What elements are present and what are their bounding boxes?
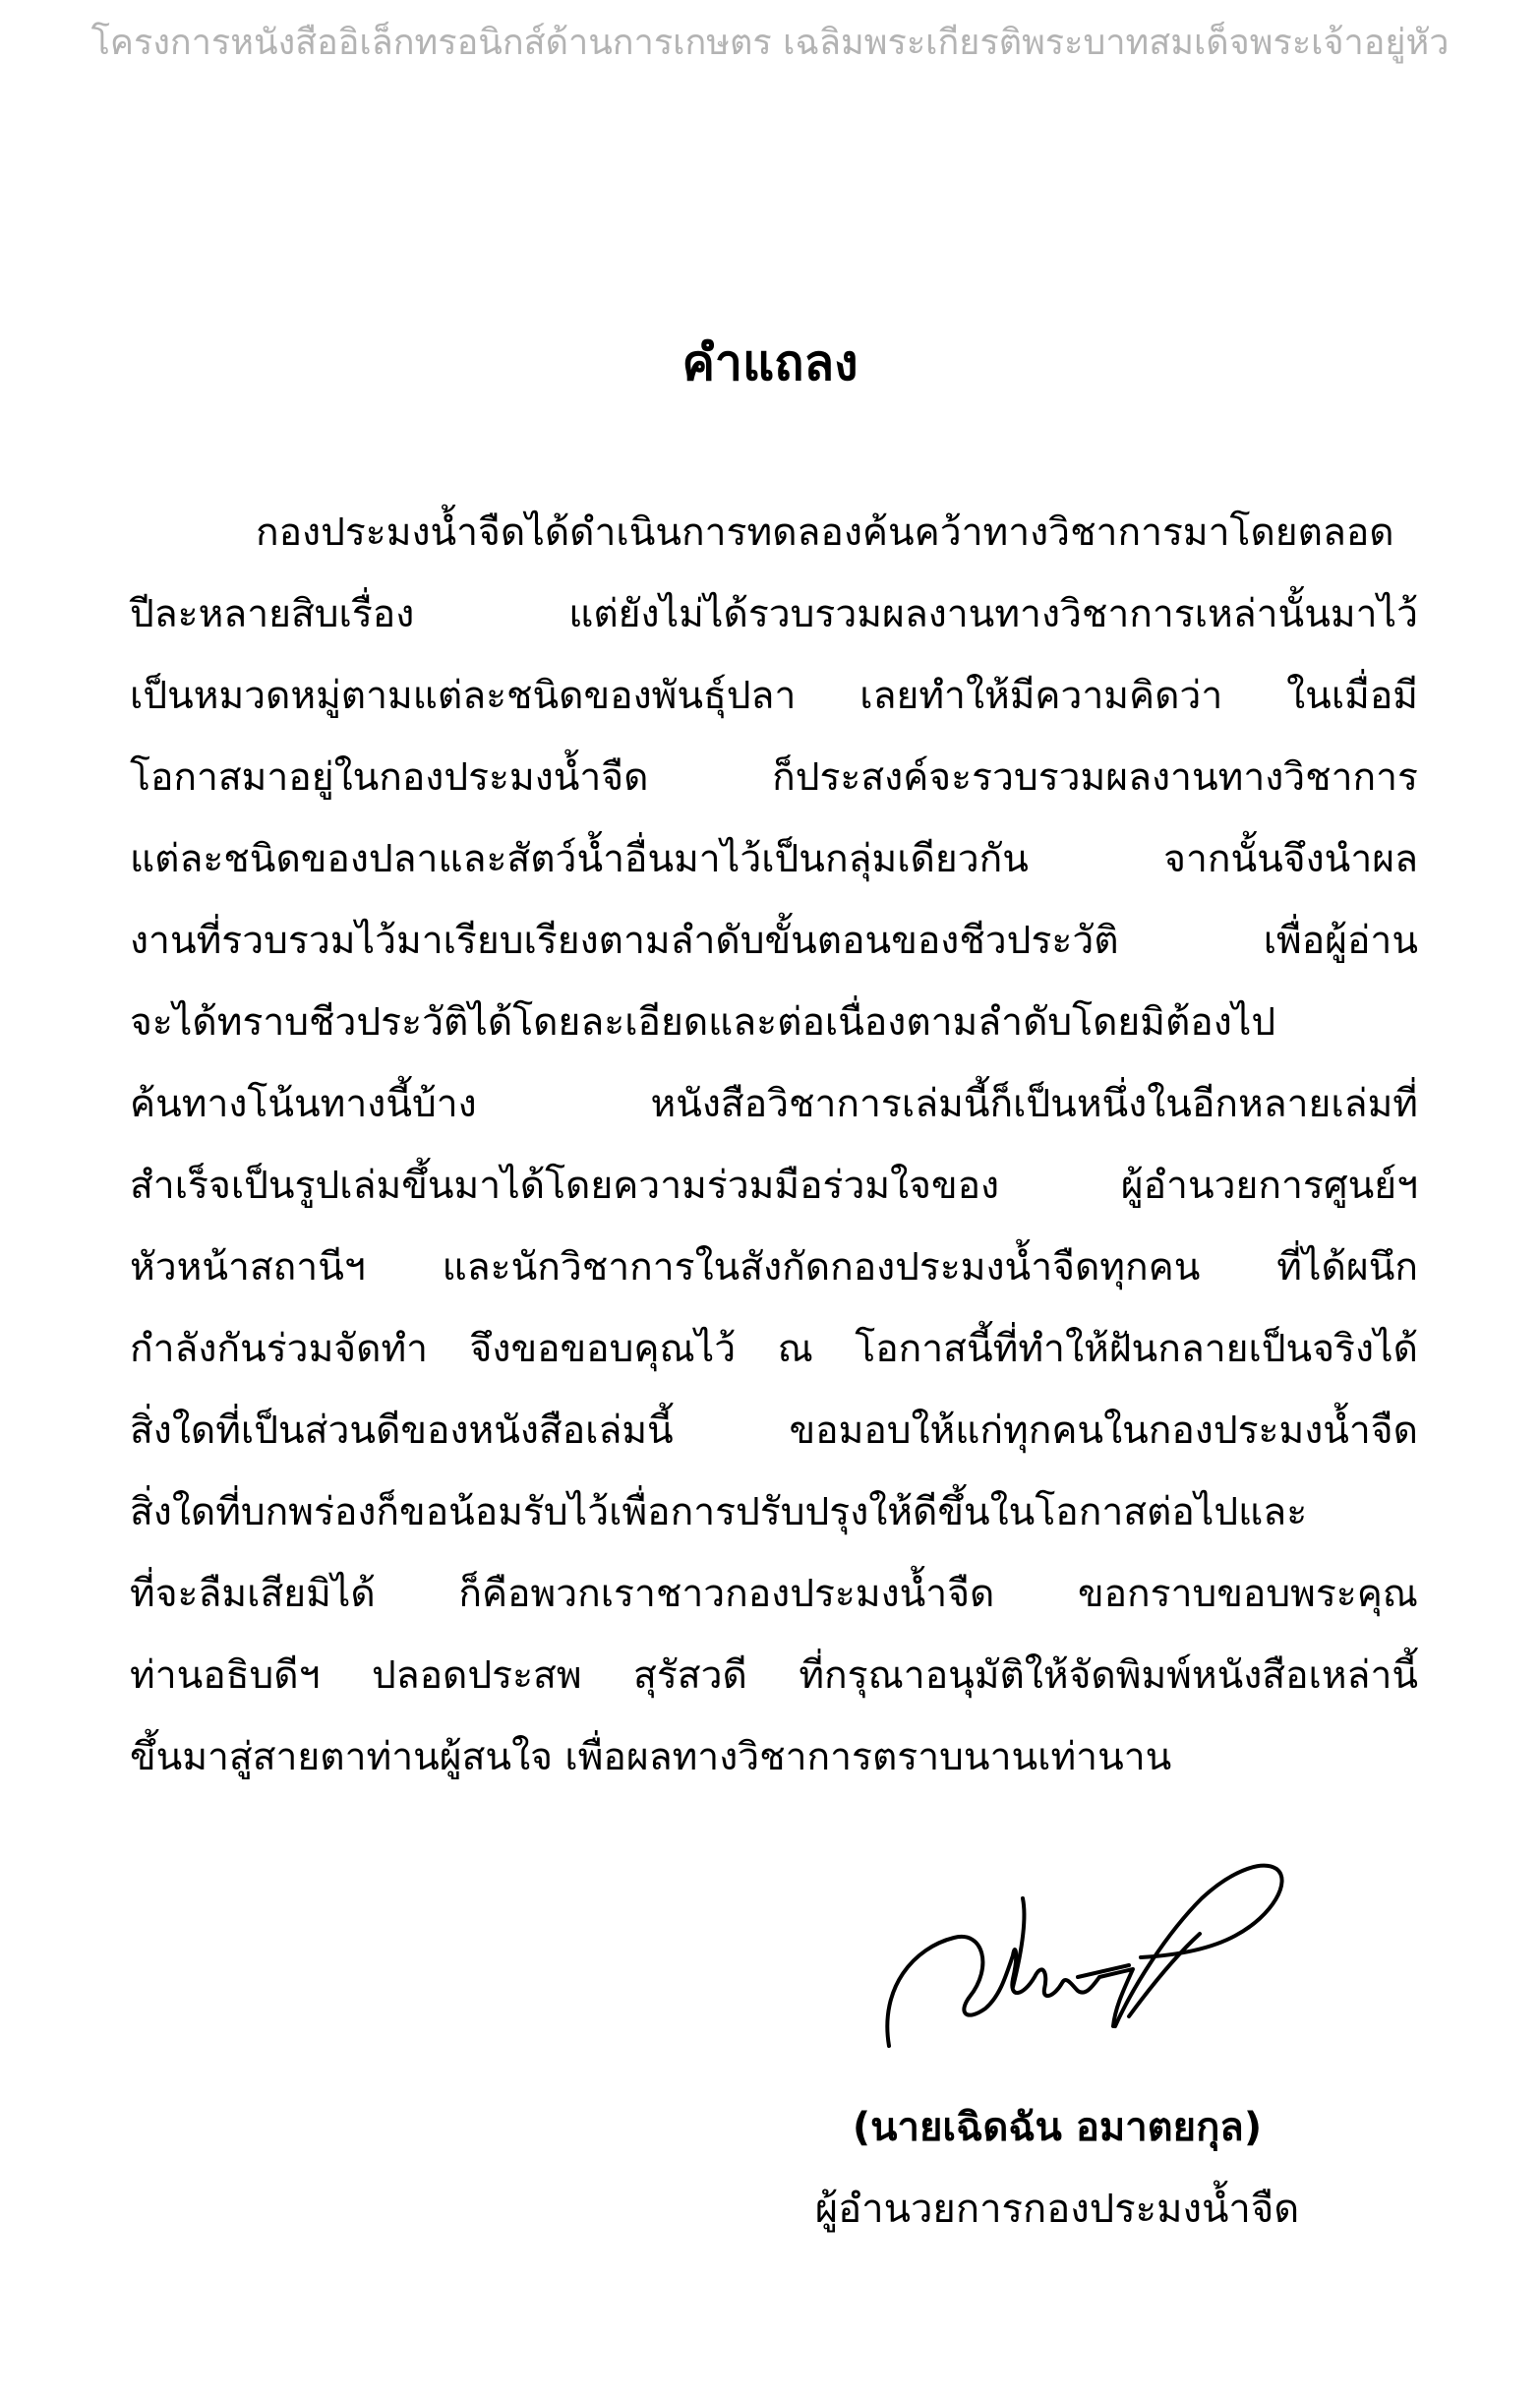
- body-line-14: ที่จะลืมเสียมิได้ ก็คือพวกเราชาวกองประมงน้ำจืด ขอกราบขอบพระคุณ: [130, 1572, 1418, 1616]
- body-line-4: โอกาสมาอยู่ในกองประมงน้ำจืด ก็ประสงค์จะรวบรวมผลงานทางวิชาการ: [130, 755, 1418, 800]
- body-line-13: สิ่งใดที่บกพร่องก็ขอน้อมรับไว้เพื่อการปรับปรุงให้ดีขึ้นในโอกาสต่อไปและ: [130, 1490, 1308, 1534]
- body-line-1: กองประมงน้ำจืดได้ดำเนินการทดลองค้นคว้าทางวิชาการมาโดยตลอด: [256, 510, 1394, 555]
- handwritten-signature: [875, 1839, 1308, 2056]
- page-title: คำแถลง: [681, 334, 859, 391]
- body-line-5: แต่ละชนิดของปลาและสัตว์น้ำอื่นมาไว้เป็นกลุ่มเดียวกัน จากนั้นจึงนำผล: [130, 837, 1418, 881]
- body-line-9: สำเร็จเป็นรูปเล่มขึ้นมาได้โดยความร่วมมือร่วมใจของ ผู้อำนวยการศูนย์ฯ: [130, 1164, 1418, 1208]
- body-line-7: จะได้ทราบชีวประวัติได้โดยละเอียดและต่อเนื่องตามลำดับโดยมิต้องไป: [130, 1000, 1276, 1045]
- body-line-12: สิ่งใดที่เป็นส่วนดีของหนังสือเล่มนี้ ขอมอบให้แก่ทุกคนในกองประมงน้ำจืด: [130, 1409, 1418, 1453]
- signatory-position: ผู้อำนวยการกองประมงน้ำจืด: [814, 2187, 1300, 2232]
- body-line-16: ขึ้นมาสู่สายตาท่านผู้สนใจ เพื่อผลทางวิชาการตราบนานเท่านาน: [130, 1735, 1172, 1779]
- body-line-6: งานที่รวบรวมไว้มาเรียบเรียงตามลำดับขั้นตอนของชีวประวัติ เพื่อผู้อ่าน: [130, 919, 1418, 963]
- statement-body: [130, 492, 1418, 1798]
- body-line-2: ปีละหลายสิบเรื่อง แต่ยังไม่ได้รวบรวมผลงานทางวิชาการเหล่านั้นมาไว้: [130, 592, 1418, 636]
- body-line-3: เป็นหมวดหมู่ตามแต่ละชนิดของพันธุ์ปลา เลยทำให้มีความคิดว่า ในเมื่อมี: [130, 674, 1418, 718]
- running-header: โครงการหนังสืออิเล็กทรอนิกส์ด้านการเกษตร เฉลิมพระเกียรติพระบาทสมเด็จพระเจ้าอยู่หัว: [90, 23, 1450, 63]
- body-line-8: ค้นทางโน้นทางนี้บ้าง หนังสือวิชาการเล่มนี้ก็เป็นหนึ่งในอีกหลายเล่มที่: [130, 1082, 1418, 1126]
- body-line-15: ท่านอธิบดีฯ ปลอดประสพ สุรัสวดี ที่กรุณาอนุมัติให้จัดพิมพ์หนังสือเหล่านี้: [130, 1653, 1418, 1698]
- body-line-10: หัวหน้าสถานีฯ และนักวิชาการในสังกัดกองประมงน้ำจืดทุกคน ที่ได้ผนึก: [130, 1245, 1418, 1290]
- body-line-11: กำลังกันร่วมจัดทำ จึงขอขอบคุณไว้ ณ โอกาสนี้ที่ทำให้ฝันกลายเป็นจริงได้: [130, 1327, 1418, 1371]
- signatory-name: (นายเฉิดฉัน อมาตยกุล): [852, 2105, 1263, 2150]
